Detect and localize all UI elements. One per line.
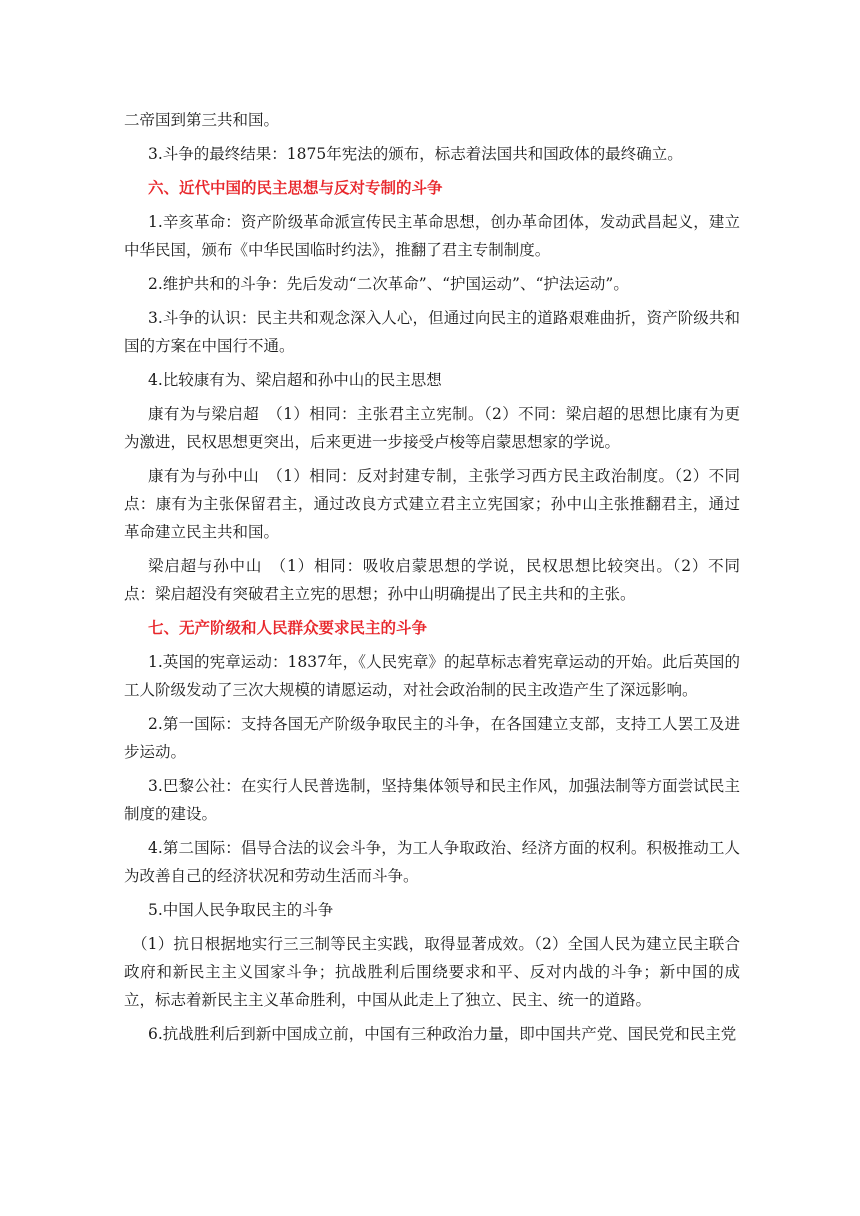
document-body bbox=[124, 106, 740, 1054]
paragraph-three-political-forces: 6.抗战胜利后到新中国成立前，中国有三种政治力量，即中国共产党、国民党和民主党 bbox=[148, 1025, 737, 1043]
paragraph-chartist-movement: 1.英国的宪章运动：1837年，《人民宪章》的起草标志着宪章运动的开始。此后英国的工人阶级发动了三次大规模的请愿运动，对社会政治制的民主改造产生了深远影响。 bbox=[124, 653, 740, 699]
paragraph-struggle-understanding: 3.斗争的认识：民主共和观念深入人心，但通过向民主的道路艰难曲折，资产阶级共和国的方案在中国行不通。 bbox=[124, 309, 740, 355]
paragraph-xinhai-revolution: 1.辛亥革命：资产阶级革命派宣传民主革命思想，创办革命团体，发动武昌起义，建立中华民国，颁布《中华民国临时约法》，推翻了君主专制制度。 bbox=[124, 213, 740, 259]
paragraph-kang-sun: 康有为与孙中山 （1）相同：反对封建专制，主张学习西方民主政治制度。（2）不同点：康有为主张保留君主，通过改良方式建立君主立宪国家；孙中山主张推翻君主，通过革命建立民主共和国。 bbox=[124, 467, 740, 541]
paragraph-second-international: 4.第二国际：倡导合法的议会斗争，为工人争取政治、经济方面的权利。积极推动工人为改善自己的经济状况和劳动生活而斗争。 bbox=[124, 839, 740, 885]
paragraph-defend-republic: 2.维护共和的斗争：先后发动“二次革命”、“护国运动”、“护法运动”。 bbox=[148, 275, 629, 293]
paragraph-paris-commune: 3.巴黎公社：在实行人民普选制，坚持集体领导和民主作风，加强法制等方面尝试民主制度的建设。 bbox=[124, 777, 740, 823]
paragraph-chinese-people-struggle: 5.中国人民争取民主的斗争 bbox=[148, 901, 334, 919]
paragraph-liang-sun: 梁启超与孙中山 （1）相同：吸收启蒙思想的学说，民权思想比较突出。（2）不同点：梁启超没有突破君主立宪的思想；孙中山明确提出了民主共和的主张。 bbox=[124, 557, 740, 603]
paragraph-first-international: 2.第一国际：支持各国无产阶级争取民主的斗争，在各国建立支部，支持工人罢工及进步运动。 bbox=[124, 715, 740, 761]
section-heading-seven: 七、无产阶级和人民群众要求民主的斗争 bbox=[148, 619, 428, 637]
section-heading-six: 六、近代中国的民主思想与反对专制的斗争 bbox=[148, 179, 443, 197]
paragraph-anti-japanese-bases: （1）抗日根据地实行三三制等民主实践，取得显著成效。（2）全国人民为建立民主联合政府和新民主主义国家斗争；抗战胜利后围绕要求和平、反对内战的斗争；新中国的成立，标志着新民主主义革命胜利，中国从此走上了独立、民主、统一的道路。 bbox=[124, 935, 740, 1009]
paragraph-compare-thinkers: 4.比较康有为、梁启超和孙中山的民主思想 bbox=[148, 371, 442, 389]
paragraph-kang-liang: 康有为与梁启超 （1）相同：主张君主立宪制。（2）不同：梁启超的思想比康有为更为激进，民权思想更突出，后来更进一步接受卢梭等启蒙思想家的学说。 bbox=[124, 405, 740, 451]
paragraph-continuation: 二帝国到第三共和国。 bbox=[124, 111, 280, 129]
paragraph-struggle-result: 3.斗争的最终结果：1875年宪法的颁布，标志着法国共和国政体的最终确立。 bbox=[148, 145, 683, 163]
